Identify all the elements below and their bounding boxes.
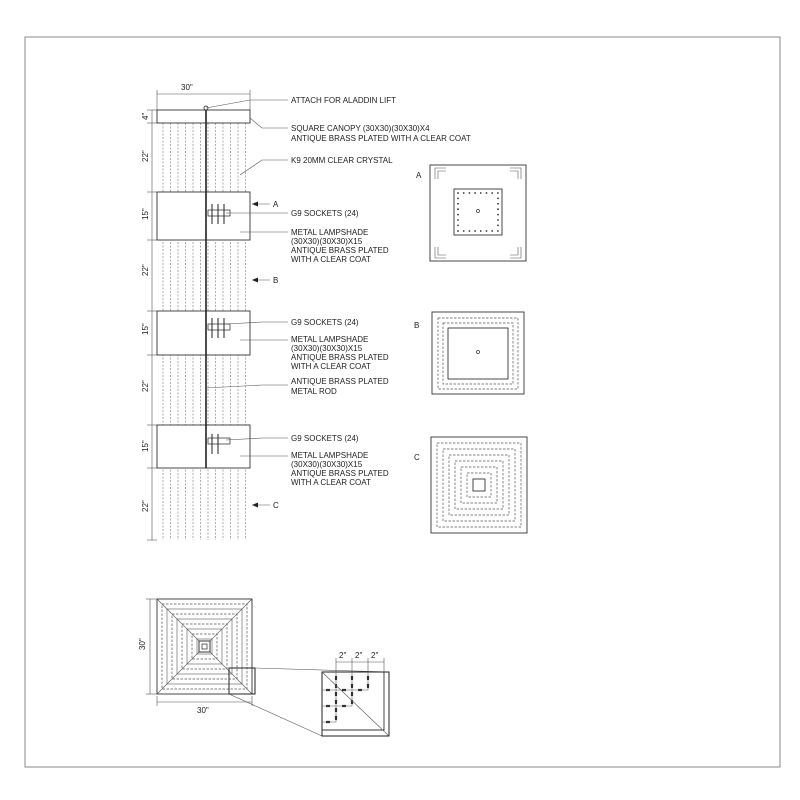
- elevation-height-dimensions: [141, 110, 157, 540]
- section-c-title: C: [414, 453, 420, 462]
- section-a-view: [416, 165, 526, 261]
- detail-view: [322, 651, 389, 736]
- dim-drop-4: 22": [141, 500, 150, 512]
- callout-shade-2-line-3: ANTIQUE BRASS PLATED: [291, 353, 389, 362]
- section-marker-a-label: A: [273, 200, 279, 209]
- dim-drop-2: 22": [141, 264, 150, 276]
- callout-crystal: K9 20MM CLEAR CRYSTAL: [291, 156, 393, 165]
- plan-width-label: 30": [197, 706, 209, 715]
- metal-lampshade-2: [157, 311, 250, 355]
- plan-height-label: 30": [138, 638, 147, 650]
- dim-drop-3: 22": [141, 380, 150, 392]
- section-marker-b-label: B: [273, 276, 279, 285]
- callout-canopy-2: ANTIQUE BRASS PLATED WITH A CLEAR COAT: [291, 134, 471, 143]
- callout-shade-1-line-2: (30X30)(30X30)X15: [291, 237, 363, 246]
- detail-dim-3: 2": [371, 651, 379, 660]
- callout-shade-2-line-1: METAL LAMPSHADE: [291, 335, 369, 344]
- callout-shade-3-line-4: WITH A CLEAR COAT: [291, 478, 371, 487]
- callout-shade-2-line-2: (30X30)(30X30)X15: [291, 344, 363, 353]
- callout-sockets-1: G9 SOCKETS (24): [291, 209, 359, 218]
- square-canopy: [157, 110, 250, 123]
- callouts: [291, 96, 471, 487]
- callout-canopy-1: SQUARE CANOPY (30X30)(30X30)X4: [291, 124, 430, 133]
- callout-shade-1-line-4: WITH A CLEAR COAT: [291, 255, 371, 264]
- section-a-title: A: [416, 171, 422, 180]
- detail-dim-1: 2": [339, 651, 347, 660]
- section-b-title: B: [414, 321, 420, 330]
- dim-shade-1: 15": [141, 208, 150, 220]
- callout-shade-1-line-3: ANTIQUE BRASS PLATED: [291, 246, 389, 255]
- plan-width-dimension: [157, 696, 252, 715]
- section-b-rod: [477, 351, 480, 354]
- elevation-width-label: 30": [181, 83, 193, 92]
- section-c-view: [414, 437, 527, 533]
- callout-shade-2-line-4: WITH A CLEAR COAT: [291, 362, 371, 371]
- callout-sockets-3: G9 SOCKETS (24): [291, 434, 359, 443]
- detail-dim-2: 2": [355, 651, 363, 660]
- section-marker-c-label: C: [273, 501, 279, 510]
- section-a-rod: [477, 210, 480, 213]
- elevation-width-dimension: [157, 83, 250, 110]
- dim-canopy: 4": [141, 112, 150, 120]
- dim-shade-2: 15": [141, 323, 150, 335]
- callout-rod-line-1: ANTIQUE BRASS PLATED: [291, 377, 389, 386]
- section-b-view: [414, 312, 524, 394]
- callout-shade-3-line-2: (30X30)(30X30)X15: [291, 460, 363, 469]
- section-marker-a: [252, 200, 279, 209]
- section-marker-c: [252, 501, 279, 510]
- callout-shade-3-line-3: ANTIQUE BRASS PLATED: [291, 469, 389, 478]
- metal-lampshade-1: [157, 192, 250, 240]
- callout-sockets-2: G9 SOCKETS (24): [291, 318, 359, 327]
- elevation-view: [141, 83, 471, 540]
- sheet-border: [25, 37, 780, 767]
- dim-shade-3: 15": [141, 440, 150, 452]
- dim-drop-1: 22": [141, 150, 150, 162]
- callout-attach: ATTACH FOR ALADDIN LIFT: [291, 96, 397, 105]
- callout-shade-3-line-1: METAL LAMPSHADE: [291, 451, 369, 460]
- detail-dimensions: [336, 651, 384, 672]
- section-marker-b: [252, 276, 278, 285]
- callout-rod-line-2: METAL ROD: [291, 387, 337, 396]
- callout-shade-1-line-1: METAL LAMPSHADE: [291, 228, 369, 237]
- metal-lampshade-3: [157, 425, 250, 468]
- plan-height-dimension: [138, 599, 157, 694]
